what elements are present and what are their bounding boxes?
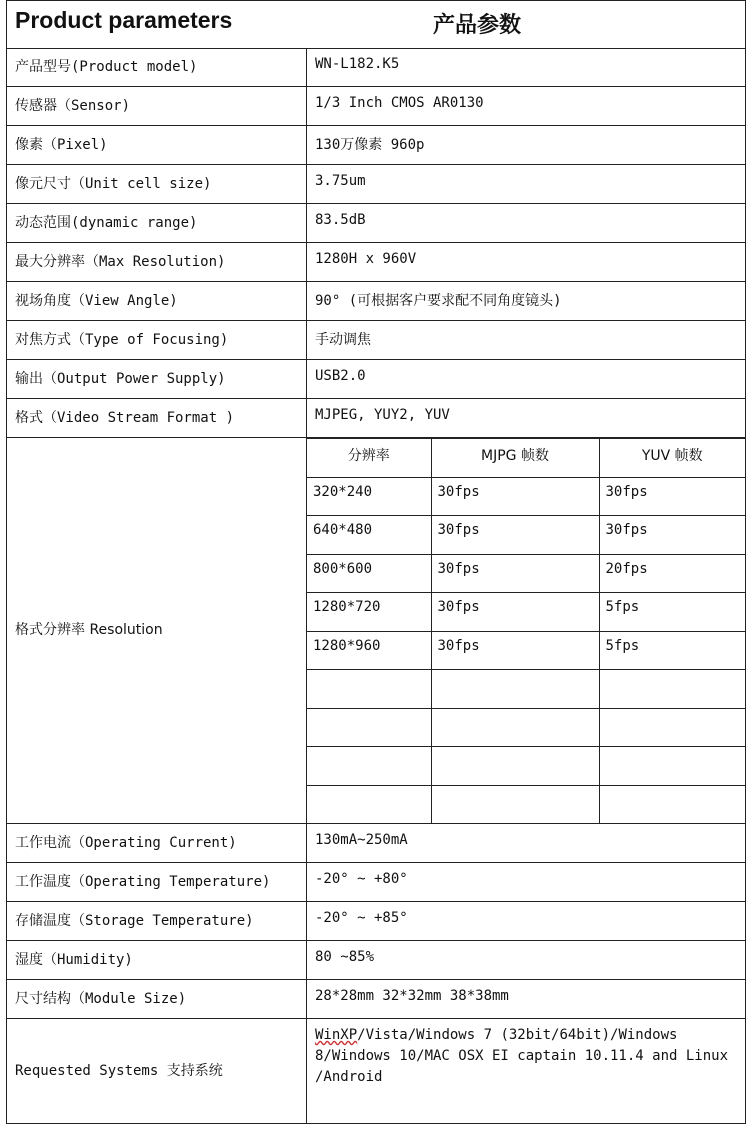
resolution-row [307, 670, 745, 709]
param-label: 存储温度（Storage Temperature) [7, 902, 307, 940]
param-value: USB2.0 [315, 368, 366, 384]
resolution-cell [599, 785, 745, 824]
resolution-cell: 800*600 [307, 554, 431, 593]
param-value: WN-L182.K5 [315, 56, 400, 72]
resolution-cell: 320*240 [307, 477, 431, 516]
param-value: 3.75um [315, 173, 366, 189]
resolution-cell: 5fps [599, 593, 745, 632]
param-label: 动态范围(dynamic range) [7, 204, 307, 242]
param-value: 1/3 Inch CMOS AR0130 [315, 95, 484, 111]
systems-rest: /Vista/Windows 7 (32bit/64bit)/Windows 8/Windows 10/MAC OSX EI captain 10.11.4 and Linux /Android [315, 1027, 729, 1085]
title-english: Product parameters [15, 7, 233, 33]
param-row [7, 243, 745, 282]
systems-value [307, 1019, 745, 1124]
param-row [7, 204, 745, 243]
resolution-cell [431, 747, 599, 786]
param-label: 工作电流（Operating Current) [7, 824, 307, 862]
param-row [7, 126, 745, 165]
param-label: 产品型号(Product model) [7, 48, 307, 86]
sheet-header [7, 1, 745, 49]
param-label: 像元尺寸（Unit cell size) [7, 165, 307, 203]
param-value: 83.5dB [315, 212, 366, 228]
param-label: 传感器（Sensor) [7, 87, 307, 125]
resolution-row [307, 747, 745, 786]
parameter-sheet [6, 0, 746, 1124]
resolution-cell: 30fps [431, 593, 599, 632]
resolution-cell [599, 747, 745, 786]
param-row [7, 941, 745, 980]
resolution-cell [307, 747, 431, 786]
param-value: 28*28mm 32*32mm 38*38mm [315, 988, 509, 1004]
param-row [7, 48, 745, 87]
resolution-header-cell: YUV 帧数 [599, 439, 745, 478]
systems-label: Requested Systems 支持系统 [7, 1019, 307, 1124]
param-row [7, 282, 745, 321]
param-value: 90° (可根据客户要求配不同角度镜头) [315, 293, 562, 309]
param-label: 湿度（Humidity) [7, 941, 307, 979]
resolution-block [7, 438, 745, 824]
param-row [7, 902, 745, 941]
resolution-cell [599, 708, 745, 747]
param-label: 像素（Pixel) [7, 126, 307, 164]
resolution-row [307, 554, 745, 593]
resolution-cell: 30fps [599, 516, 745, 555]
resolution-cell: 1280*720 [307, 593, 431, 632]
resolution-cell: 5fps [599, 631, 745, 670]
param-row [7, 321, 745, 360]
systems-row [7, 1019, 745, 1124]
resolution-cell: 30fps [431, 631, 599, 670]
param-row [7, 824, 745, 863]
param-label: 最大分辨率（Max Resolution) [7, 243, 307, 281]
param-row [7, 165, 745, 204]
param-value: 130万像素 960p [315, 137, 425, 153]
resolution-cell: 30fps [599, 477, 745, 516]
resolution-header-row [307, 439, 745, 478]
resolution-row [307, 593, 745, 632]
resolution-header-cell: MJPG 帧数 [431, 439, 599, 478]
resolution-cell: 640*480 [307, 516, 431, 555]
resolution-header-cell: 分辨率 [307, 439, 431, 478]
param-label: 格式（Video Stream Format ) [7, 399, 307, 437]
param-label: 工作温度（Operating Temperature) [7, 863, 307, 901]
param-row [7, 87, 745, 126]
param-value: -20° ~ +85° [315, 910, 408, 926]
resolution-table [307, 438, 745, 824]
param-label: 尺寸结构（Module Size) [7, 980, 307, 1018]
resolution-row [307, 785, 745, 824]
resolution-cell [307, 708, 431, 747]
resolution-cell: 30fps [431, 554, 599, 593]
title-chinese: 产品参数 [433, 13, 522, 38]
resolution-cell: 30fps [431, 477, 599, 516]
resolution-cell [431, 785, 599, 824]
resolution-cell [431, 708, 599, 747]
resolution-cell [431, 670, 599, 709]
param-row [7, 360, 745, 399]
resolution-cell: 1280*960 [307, 631, 431, 670]
param-label: 输出（Output Power Supply) [7, 360, 307, 398]
param-value: 1280H x 960V [315, 251, 417, 267]
param-row [7, 863, 745, 902]
param-value: 130mA~250mA [315, 832, 408, 848]
systems-first-word: WinXP [315, 1027, 358, 1043]
resolution-label: 格式分辨率 Resolution [7, 438, 307, 823]
resolution-row [307, 631, 745, 670]
resolution-row [307, 708, 745, 747]
param-value: 手动调焦 [315, 332, 371, 348]
param-value: MJPEG, YUY2, YUV [315, 407, 450, 423]
resolution-row [307, 516, 745, 555]
param-label: 对焦方式（Type of Focusing) [7, 321, 307, 359]
param-value: -20° ~ +80° [315, 871, 408, 887]
resolution-cell [307, 670, 431, 709]
param-row [7, 980, 745, 1019]
param-row [7, 399, 745, 438]
resolution-cell: 30fps [431, 516, 599, 555]
param-label: 视场角度（View Angle) [7, 282, 307, 320]
resolution-cell [599, 670, 745, 709]
resolution-cell [307, 785, 431, 824]
resolution-row [307, 477, 745, 516]
param-value: 80 ~85% [315, 949, 375, 965]
resolution-cell: 20fps [599, 554, 745, 593]
